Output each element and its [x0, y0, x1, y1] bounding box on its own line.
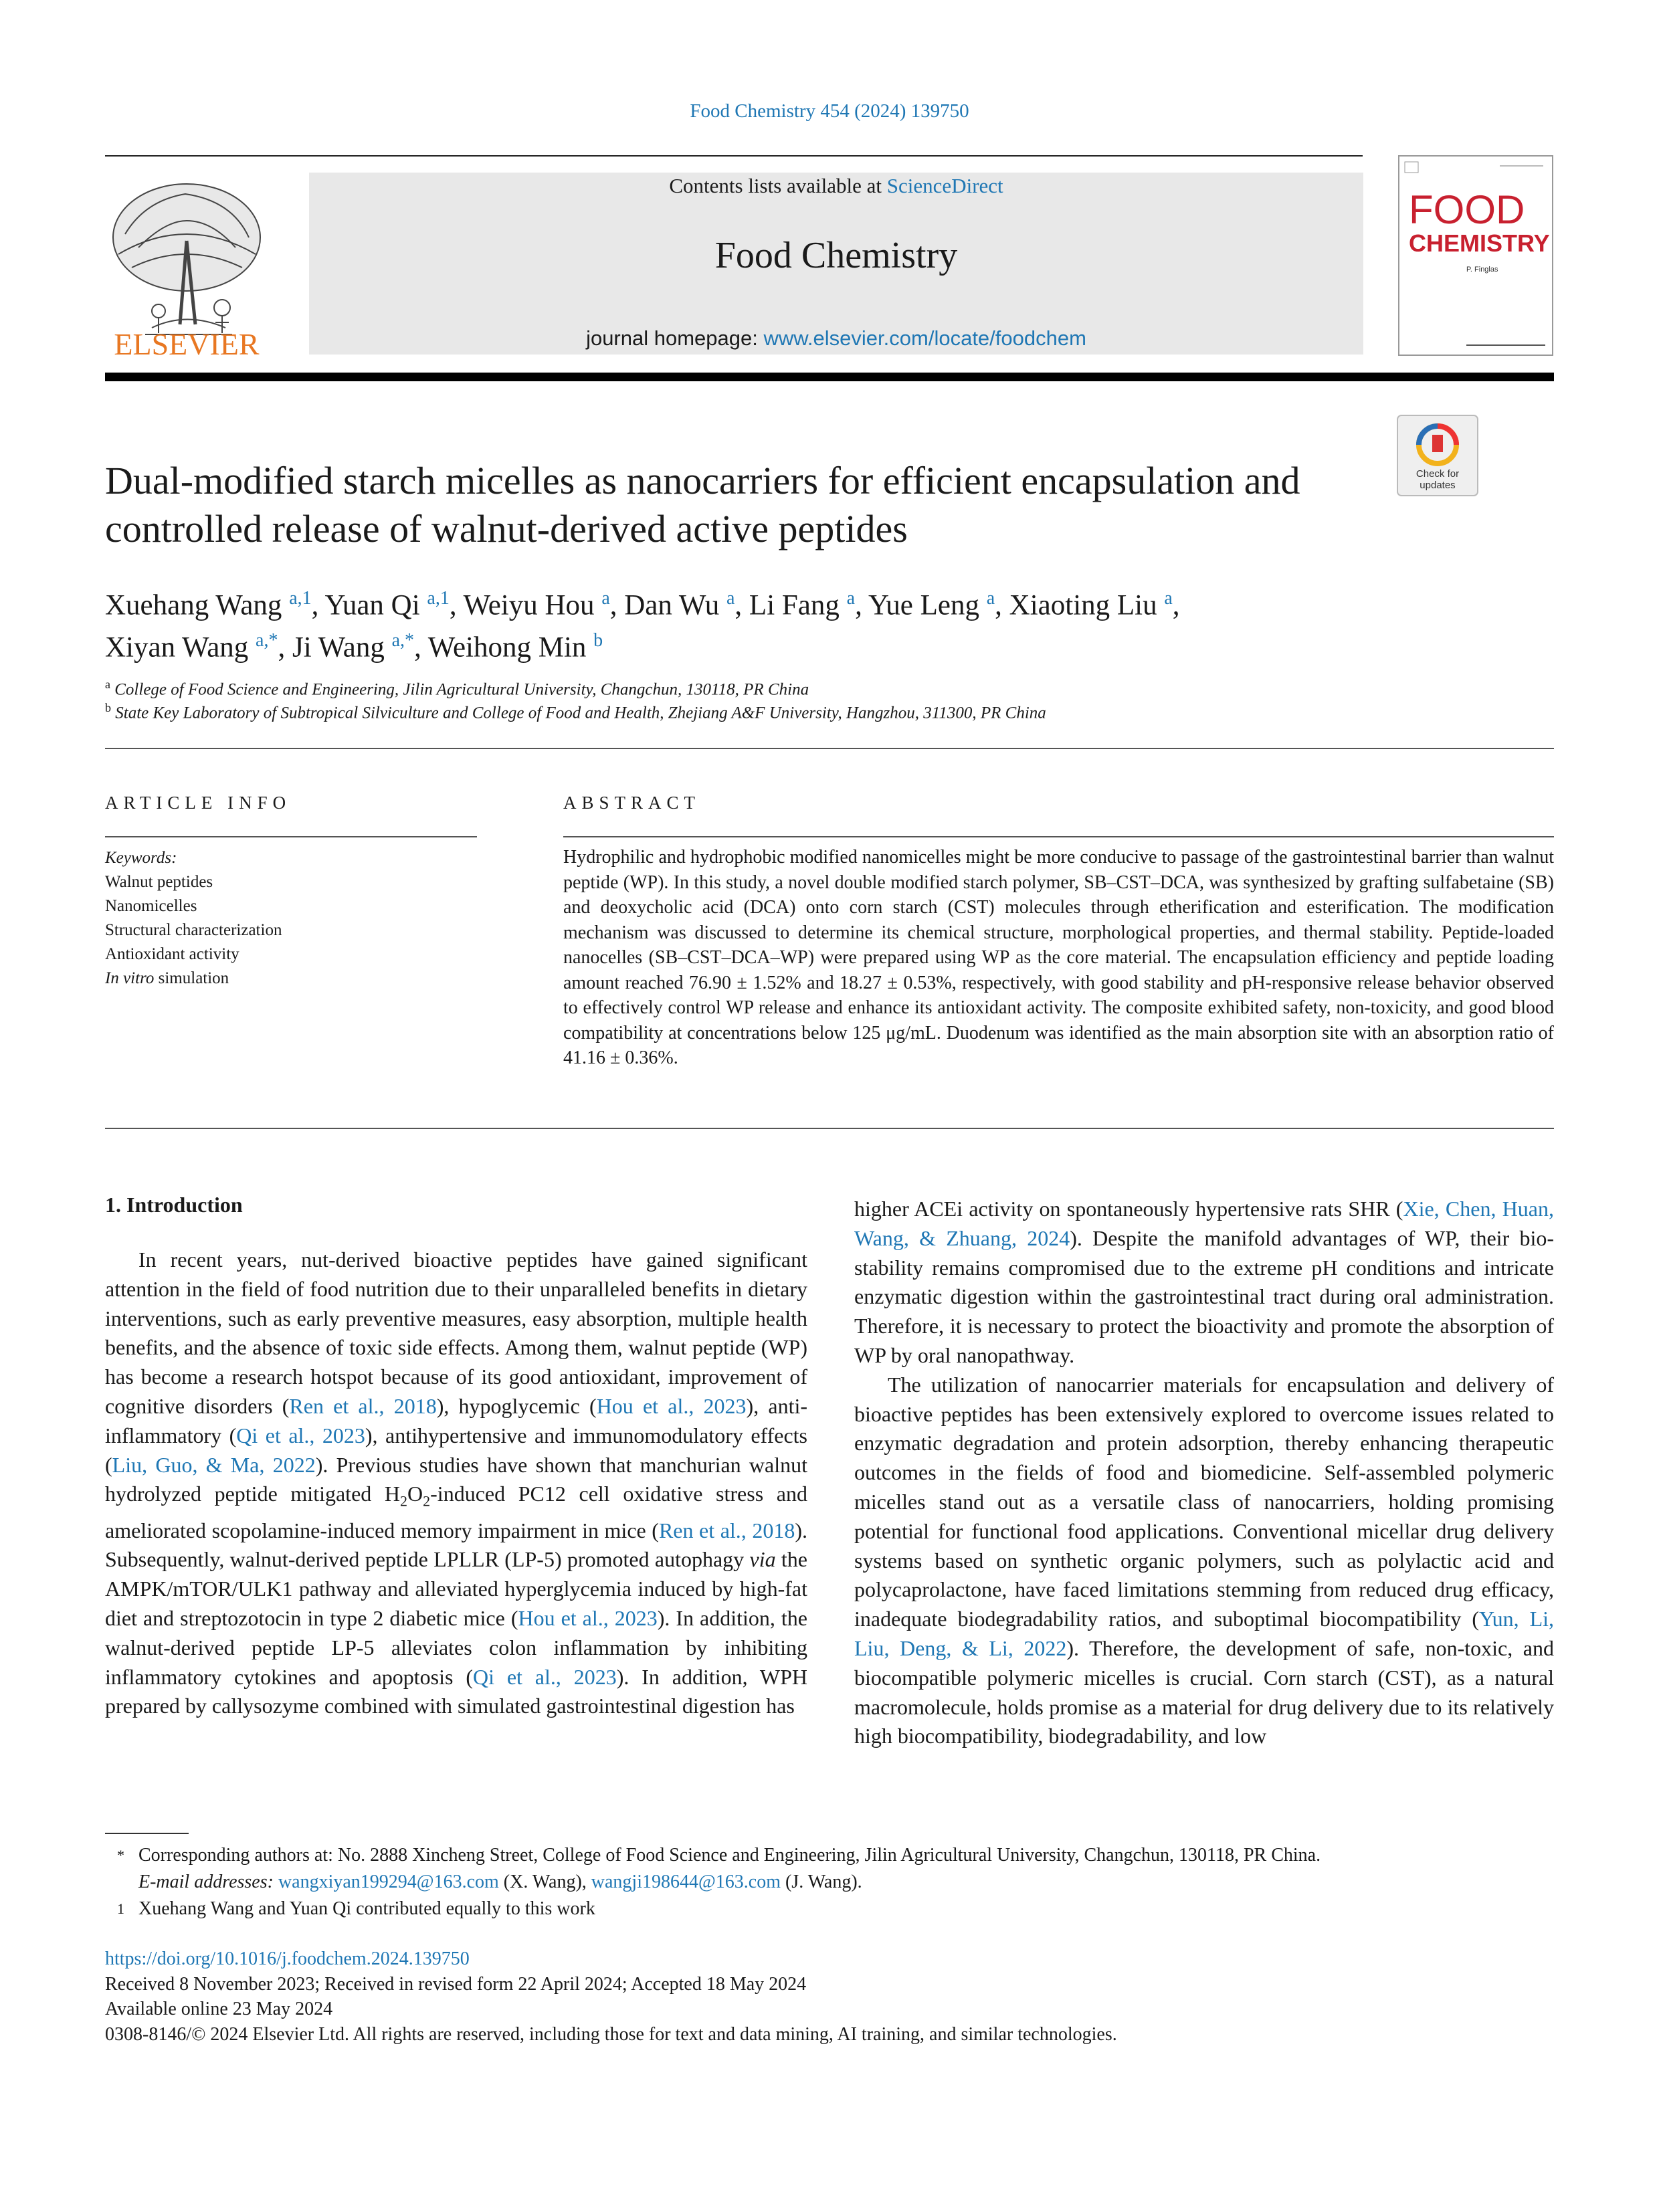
author-separator: ,	[609, 589, 625, 621]
publication-info	[105, 1946, 1554, 2047]
svg-text:CHEMISTRY: CHEMISTRY	[1409, 229, 1550, 257]
header-thick-rule	[105, 373, 1554, 381]
cover-icon	[1399, 157, 1552, 355]
author-name[interactable]: Dan Wu	[624, 589, 720, 621]
email-link[interactable]: wangji198644@163.com	[591, 1872, 781, 1892]
author-affiliation-mark[interactable]: a	[726, 588, 735, 609]
journal-name: Food Chemistry	[714, 235, 958, 276]
sciencedirect-link[interactable]: ScienceDirect	[886, 174, 1003, 197]
email-link[interactable]: wangxiyan199294@163.com	[278, 1872, 499, 1892]
body-paragraph: In recent years, nut-derived bioactive peptides have gained significant attention in the field of food nutrition due to their unparalleled benefits in dietary interventions, such as early preventive measures, easy absorption, multiple health benefits, and the absence of toxic side effects. Among them, walnut peptide (WP) has become a research hotspot because of its good antioxidant, improvement of cognitive disorders (Ren et al., 2018), hypoglycemic (Hou et al., 2023), anti-inflammatory (Qi et al., 2023), antihypertensive and immunomodulatory effects (Liu, Guo, & Ma, 2022). Previous studies have shown that manchurian walnut hydrolyzed peptide mitigated $H_2O_2$-induced PC12 cell oxidative stress and ameliorated scopolamine-induced memory impairment in mice (Ren et al., 2018). Subsequently, walnut-derived peptide LPLLR (LP-5) promoted autophagy via the AMPK/mTOR/ULK1 pathway and alleviated hyperglycemia induced by high-fat diet and streptozotocin in type 2 diabetic mice (Hou et al., 2023). In addition, the walnut-derived peptide LP-5 alleviates colon inflammation by inhibiting inflammatory cytokines and apoptosis (Qi et al., 2023). In addition, WPH prepared by callysozyme combined with simulated gastrointestinal digestion has	[105, 1247, 808, 1718]
svg-text:Check for: Check for	[1416, 468, 1460, 480]
author-name[interactable]: Weihong Min	[427, 631, 587, 664]
author-affiliation-mark[interactable]: a,1	[289, 588, 312, 609]
check-for-updates-badge[interactable]	[1397, 415, 1478, 496]
citation-link[interactable]: Ren et al., 2018	[289, 1393, 437, 1418]
footnote-star-mark: *	[117, 1847, 124, 1864]
homepage-prefix: journal homepage:	[586, 326, 764, 350]
keyword-item	[105, 967, 477, 991]
svg-text:updates: updates	[1420, 480, 1456, 491]
author-affiliation-mark[interactable]: a,*	[256, 630, 278, 651]
doi-link[interactable]: https://doi.org/10.1016/j.foodchem.2024.139750	[105, 1948, 470, 1969]
keyword-rest-part: simulation	[154, 969, 229, 987]
body-column-right	[854, 1195, 1554, 1751]
citation-link[interactable]: Hou et al., 2023	[596, 1393, 747, 1418]
check-updates-icon	[1397, 415, 1478, 496]
citation-link[interactable]: Xie, Chen, Huan, Wang, & Zhuang, 2024	[854, 1197, 1555, 1250]
article-info-heading: ARTICLE INFO	[105, 793, 292, 813]
svg-text:ELSEVIER: ELSEVIER	[114, 327, 260, 361]
keyword-italic-part: In vitro	[105, 969, 155, 987]
elsevier-tree-icon	[105, 174, 269, 361]
footnote-emails: E-mail addresses: wangxiyan199294@163.com (X. Wang), wangji198644@163.com (J. Wang).	[138, 1872, 862, 1892]
body-paragraph: higher ACEi activity on spontaneously hypertensive rats SHR (Xie, Chen, Huan, Wang, & Zhuang, 2024). Despite the manifold advantages of WP, their bio-stability remains compromised due to the extreme pH conditions and intricate enzymatic digestion within the gastrointestinal tract during oral administration. Therefore, it is necessary to protect the bioactivity and promote the absorption of WP by oral nanopathway.	[854, 1197, 1555, 1367]
author-separator: ,	[311, 589, 325, 621]
footnotes	[105, 1842, 1554, 1922]
author-separator: ,	[735, 589, 749, 621]
author-name[interactable]: Weiyu Hou	[463, 589, 595, 621]
citation-link[interactable]: Yun, Li, Liu, Deng, & Li, 2022	[854, 1607, 1555, 1660]
svg-text:FOOD: FOOD	[1409, 187, 1525, 232]
author-affiliation-mark[interactable]: a,*	[391, 630, 415, 651]
author-separator: ,	[449, 589, 464, 621]
affiliation-a-mark: a	[105, 678, 110, 691]
author-name[interactable]: Xiyan Wang	[105, 631, 249, 664]
citation-link[interactable]: Hou et al., 2023	[518, 1605, 658, 1630]
journal-reference-link[interactable]: Food Chemistry 454 (2024) 139750	[690, 100, 969, 122]
footnote-rule	[105, 1833, 189, 1834]
author-name[interactable]: Yue Leng	[868, 589, 979, 621]
affiliation-b	[105, 701, 1046, 722]
abstract-text: Hydrophilic and hydrophobic modified nanomicelles might be more conducive to passage of the gastrointestinal barrier than walnut peptide (WP). In this study, a novel double modified starch polymer, SB–CST–DCA, was synthesized by grafting sulfabetaine (SB) and deoxycholic acid (DCA) onto corn starch (CST) molecules through etherification and esterification. The modification mechanism was discussed to determine its chemical structure, morphological properties, and thermal stability. Peptide-loaded nanocelles (SB–CST–DCA–WP) were prepared using WP as the core material. The encapsulation efficiency and peptide loading amount reached 76.90 ± 1.52% and 18.27 ± 0.53%, respectively, with good stability and pH-responsive release behavior observed to effectively control WP release and enhance its antioxidant activity. The composite exhibited safety, non-toxicity, and good blood compatibility at concentrations below 125 μg/mL. Duodenum was identified as the main absorption site with an absorption ratio of 41.16 ± 0.36%.	[563, 847, 1554, 1068]
keyword-item: Walnut peptides	[105, 873, 213, 891]
keywords-label: Keywords:	[105, 849, 177, 867]
email-label: E-mail addresses:	[138, 1872, 274, 1892]
author-separator: ,	[414, 631, 428, 664]
body-paragraph: The utilization of nanocarrier materials for encapsulation and delivery of bioactive peptides has been extensively explored to overcome issues related to enzymatic degradation and protein adsorption, thereby enhancing therapeutic outcomes in the fields of food and biomedicine. Self-assembled polymeric micelles stand out as a versatile class of nanocarriers, holding promising potential for functional food applications. Conventional micellar drug delivery systems based on synthetic organic polymers, such as polylactic acid and polycaprolactone, have faced limitations stemming from reduced drug efficacy, inadequate biodegradability ratios, and suboptimal biocompatibility (Yun, Li, Liu, Deng, & Li, 2022). Therefore, the development of safe, non-toxic, and biocompatible polymeric micelles is crucial. Corn starch (CST), as a natural macromolecule, holds promise as a material for drug delivery due to its relatively high biocompatibility, biodegradability, and low	[854, 1372, 1555, 1748]
journal-homepage-link[interactable]: www.elsevier.com/locate/foodchem	[763, 326, 1086, 350]
journal-cover-thumbnail[interactable]	[1398, 155, 1553, 356]
keywords-block	[105, 846, 477, 991]
copyright: 0308-8146/© 2024 Elsevier Ltd. All rights are reserved, including those for text and data mining, AI training, and similar technologies.	[105, 2023, 1117, 2045]
elsevier-logo	[105, 174, 269, 361]
keyword-item: Antioxidant activity	[105, 945, 239, 963]
author-affiliation-mark[interactable]: a	[601, 588, 610, 609]
section-divider	[105, 1128, 1554, 1129]
introduction-heading: 1. Introduction	[105, 1193, 243, 1217]
affiliation-a	[105, 678, 809, 699]
author-name[interactable]: Yuan Qi	[324, 589, 420, 621]
article-title: Dual-modified starch micelles as nanocarriers for efficient encapsulation and controlled release of walnut-derived active peptides	[105, 459, 1300, 550]
journal-homepage-line	[309, 326, 1363, 350]
header-top-rule	[105, 155, 1363, 157]
affiliation-b-mark: b	[105, 701, 111, 714]
citation-link[interactable]: Qi et al., 2023	[472, 1664, 617, 1689]
affiliation-a-text: College of Food Science and Engineering, Jilin Agricultural University, Changchun, 130118, PR China	[114, 680, 809, 699]
body-column-left	[105, 1245, 807, 1721]
author-name[interactable]: Ji Wang	[292, 631, 385, 664]
author-affiliation-mark[interactable]: a	[1164, 588, 1173, 609]
author-name[interactable]: Xiaoting Liu	[1009, 589, 1157, 621]
author-affiliation-mark[interactable]: a	[846, 588, 856, 609]
received-dates: Received 8 November 2023; Received in revised form 22 April 2024; Accepted 18 May 2024	[105, 1973, 807, 1995]
abstract-heading: ABSTRACT	[563, 793, 701, 813]
author-name[interactable]: Xuehang Wang	[105, 589, 282, 621]
citation-link[interactable]: Qi et al., 2023	[236, 1423, 365, 1447]
section-divider	[105, 748, 1554, 749]
contents-prefix: Contents lists available at	[669, 174, 887, 197]
author-name[interactable]: Li Fang	[749, 589, 840, 621]
author-affiliation-mark[interactable]: b	[593, 630, 603, 651]
affiliation-b-text: State Key Laboratory of Subtropical Silviculture and College of Food and Health, Zhejiang A&F University, Hangzhou, 311300, PR China	[115, 704, 1046, 722]
footnote-corresponding: * Corresponding authors at: No. 2888 Xincheng Street, College of Food Science and Engineering, Jilin Agricultural University, Changchun, 130118, PR China.	[105, 1842, 1554, 1869]
keyword-item: Structural characterization	[105, 921, 282, 939]
author-list	[105, 581, 1376, 666]
article-info-rule	[105, 836, 477, 837]
citation-link[interactable]: Liu, Guo, & Ma, 2022	[112, 1452, 316, 1477]
svg-text:P. Finglas: P. Finglas	[1466, 266, 1498, 274]
available-online: Available online 23 May 2024	[105, 1999, 333, 2019]
contents-line	[309, 173, 1363, 199]
author-separator: ,	[278, 631, 292, 664]
footnote-equal-contribution: 1 Xuehang Wang and Yuan Qi contributed equally to this work	[105, 1896, 1554, 1922]
author-separator: ,	[995, 589, 1009, 621]
keyword-item: Nanomicelles	[105, 897, 197, 915]
author-separator: ,	[855, 589, 868, 621]
citation-link[interactable]: Ren et al., 2018	[658, 1518, 795, 1542]
author-affiliation-mark[interactable]: a	[986, 588, 995, 609]
abstract-rule	[563, 836, 1554, 837]
keyword-list	[105, 870, 477, 967]
footnote-one-mark: 1	[117, 1900, 124, 1917]
author-affiliation-mark[interactable]: a,1	[427, 588, 450, 609]
author-separator: ,	[1172, 589, 1180, 621]
